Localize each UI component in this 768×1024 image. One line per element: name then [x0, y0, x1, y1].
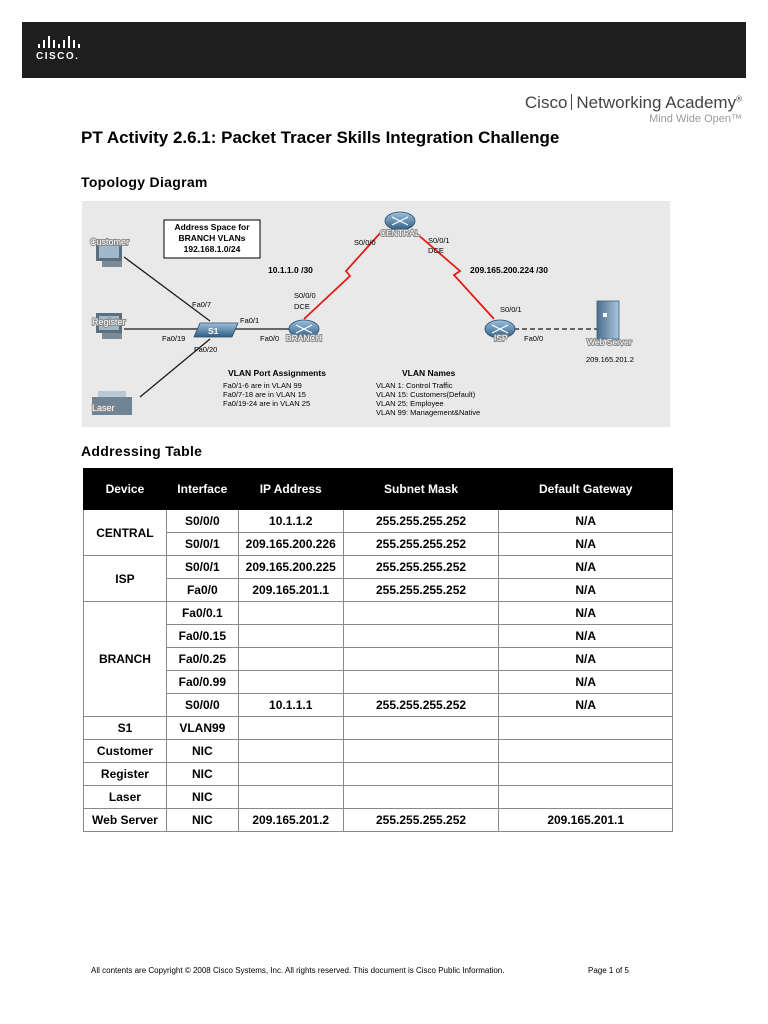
- mask-cell: [343, 786, 499, 809]
- device-cell: BRANCH: [84, 602, 167, 717]
- table-row: [84, 648, 673, 671]
- ip-cell: [238, 717, 343, 740]
- document-title: PT Activity 2.6.1: Packet Tracer Skills Integration Challenge: [81, 128, 560, 147]
- ip-cell: 10.1.1.1: [238, 694, 343, 717]
- register-pc-icon: [92, 313, 126, 339]
- mask-cell: [343, 740, 499, 763]
- table-row: [84, 602, 673, 625]
- ip-cell: [238, 648, 343, 671]
- mask-cell: [343, 648, 499, 671]
- interface-cell: S0/0/0: [166, 694, 238, 717]
- device-cell: Register: [84, 763, 167, 786]
- port-branch-dce: DCE: [294, 302, 310, 311]
- ip-cell: 10.1.1.2: [238, 510, 343, 533]
- table-row: [84, 671, 673, 694]
- column-header: IP Address: [238, 469, 343, 510]
- web-server-label: Web Server: [587, 337, 632, 347]
- topology-diagram: [82, 201, 670, 427]
- table-header-row: [84, 469, 673, 510]
- page-number: Page 1 of 5: [588, 966, 629, 975]
- port-central-s000: S0/0/0: [354, 238, 376, 247]
- vlan-names-line-2: VLAN 15: Customers(Default): [376, 390, 476, 399]
- vlan-ports-line-2: Fa0/7-18 are in VLAN 15: [223, 390, 306, 399]
- table-row: [84, 533, 673, 556]
- vlan-names-title: VLAN Names: [402, 368, 456, 378]
- register-label: Register: [92, 317, 126, 327]
- cisco-wordmark: CISCO.: [36, 51, 80, 62]
- table-row: [84, 510, 673, 533]
- switch-s1-icon: [194, 323, 238, 337]
- address-box-line-3: 192.168.1.0/24: [183, 244, 241, 254]
- cisco-bars-icon: [38, 36, 80, 48]
- device-cell: ISP: [84, 556, 167, 602]
- column-header: Device: [84, 469, 167, 510]
- web-server-icon: [586, 301, 634, 364]
- academy-tagline: Mind Wide Open™: [649, 113, 742, 125]
- customer-pc-icon: [90, 237, 129, 267]
- gateway-cell: N/A: [499, 533, 673, 556]
- port-s1-fa01: Fa0/1: [240, 316, 260, 325]
- topology-heading: Topology Diagram: [81, 174, 208, 190]
- column-header: Default Gateway: [499, 469, 673, 510]
- address-box-line-2: BRANCH VLANs: [178, 233, 246, 243]
- gateway-cell: N/A: [499, 602, 673, 625]
- device-cell: Web Server: [84, 809, 167, 832]
- table-row: [84, 556, 673, 579]
- laser-printer-icon: [92, 391, 132, 415]
- s1-label: S1: [208, 326, 219, 336]
- interface-cell: Fa0/0.1: [166, 602, 238, 625]
- academy-reg: ®: [736, 94, 742, 104]
- vlan-ports-title: VLAN Port Assignments: [228, 368, 326, 378]
- mask-cell: 255.255.255.252: [343, 533, 499, 556]
- interface-cell: Fa0/0: [166, 579, 238, 602]
- mask-cell: [343, 763, 499, 786]
- customer-label: Customer: [90, 237, 130, 247]
- mask-cell: 255.255.255.252: [343, 694, 499, 717]
- central-router-icon: [380, 212, 420, 238]
- ip-cell: 209.165.200.226: [238, 533, 343, 556]
- table-row: [84, 763, 673, 786]
- interface-cell: VLAN99: [166, 717, 238, 740]
- mask-cell: [343, 671, 499, 694]
- column-header: Interface: [166, 469, 238, 510]
- device-cell: Customer: [84, 740, 167, 763]
- interface-cell: S0/0/0: [166, 510, 238, 533]
- vlan-names-line-1: VLAN 1: Control Traffic: [376, 381, 453, 390]
- gateway-cell: N/A: [499, 694, 673, 717]
- table-row: [84, 809, 673, 832]
- addressing-table: [83, 468, 673, 832]
- vlan-ports-line-1: Fa0/1-6 are in VLAN 99: [223, 381, 302, 390]
- address-box-line-1: Address Space for: [174, 222, 250, 232]
- gateway-cell: [499, 786, 673, 809]
- addressing-heading: Addressing Table: [81, 443, 203, 459]
- table-row: [84, 625, 673, 648]
- interface-cell: NIC: [166, 763, 238, 786]
- interface-cell: NIC: [166, 786, 238, 809]
- right-link-network: 209.165.200.224 /30: [470, 265, 548, 275]
- mask-cell: 255.255.255.252: [343, 579, 499, 602]
- table-row: [84, 740, 673, 763]
- vlan-port-assignments: [223, 368, 326, 408]
- academy-brand: Cisco: [524, 93, 568, 112]
- interface-cell: Fa0/0.25: [166, 648, 238, 671]
- mask-cell: 255.255.255.252: [343, 556, 499, 579]
- table-row: [84, 786, 673, 809]
- ip-cell: [238, 671, 343, 694]
- gateway-cell: N/A: [499, 648, 673, 671]
- table-row: [84, 579, 673, 602]
- interface-cell: S0/0/1: [166, 556, 238, 579]
- left-link-network: 10.1.1.0 /30: [268, 265, 313, 275]
- port-central-dce: DCE: [428, 246, 444, 255]
- gateway-cell: N/A: [499, 510, 673, 533]
- interface-cell: S0/0/1: [166, 533, 238, 556]
- port-isp-fa00: Fa0/0: [524, 334, 544, 343]
- gateway-cell: [499, 740, 673, 763]
- gateway-cell: N/A: [499, 556, 673, 579]
- vlan-ports-line-3: Fa0/19-24 are in VLAN 25: [223, 399, 311, 408]
- mask-cell: [343, 602, 499, 625]
- ip-cell: [238, 625, 343, 648]
- gateway-cell: [499, 763, 673, 786]
- cisco-logo: [36, 36, 80, 62]
- footer-copyright: All contents are Copyright © 2008 Cisco Systems, Inc. All rights reserved. This document is Cisco Public Information.: [91, 966, 505, 975]
- table-row: [84, 717, 673, 740]
- ip-cell: 209.165.200.225: [238, 556, 343, 579]
- port-branch-s000: S0/0/0: [294, 291, 316, 300]
- port-isp-s001: S0/0/1: [500, 305, 522, 314]
- mask-cell: 255.255.255.252: [343, 510, 499, 533]
- port-s1-fa019: Fa0/19: [162, 334, 186, 343]
- header-bar: [22, 22, 746, 78]
- interface-cell: NIC: [166, 809, 238, 832]
- ip-cell: [238, 786, 343, 809]
- table-row: [84, 694, 673, 717]
- column-header: Subnet Mask: [343, 469, 499, 510]
- ip-cell: [238, 602, 343, 625]
- device-cell: S1: [84, 717, 167, 740]
- gateway-cell: 209.165.201.1: [499, 809, 673, 832]
- vlan-names-line-4: VLAN 99: Management&Native: [376, 408, 481, 417]
- laser-label: Laser: [92, 403, 115, 413]
- gateway-cell: [499, 717, 673, 740]
- isp-label: ISP: [494, 333, 508, 343]
- web-server-ip: 209.165.201.2: [586, 355, 634, 364]
- mask-cell: [343, 625, 499, 648]
- gateway-cell: N/A: [499, 625, 673, 648]
- ip-cell: [238, 740, 343, 763]
- mask-cell: [343, 717, 499, 740]
- device-cell: Laser: [84, 786, 167, 809]
- gateway-cell: N/A: [499, 579, 673, 602]
- interface-cell: NIC: [166, 740, 238, 763]
- vlan-names: [376, 368, 480, 417]
- interface-cell: Fa0/0.15: [166, 625, 238, 648]
- mask-cell: 255.255.255.252: [343, 809, 499, 832]
- address-space-box: [164, 220, 260, 258]
- port-central-s001: S0/0/1: [428, 236, 450, 245]
- ip-cell: [238, 763, 343, 786]
- academy-name: Networking Academy: [576, 93, 737, 112]
- vlan-names-line-3: VLAN 25: Employee: [376, 399, 444, 408]
- branch-label: BRANCH: [286, 333, 322, 343]
- branch-router-icon: [286, 320, 322, 343]
- gateway-cell: N/A: [499, 671, 673, 694]
- ip-cell: 209.165.201.1: [238, 579, 343, 602]
- port-branch-fa00: Fa0/0: [260, 334, 280, 343]
- port-s1-fa07: Fa0/7: [192, 300, 212, 309]
- interface-cell: Fa0/0.99: [166, 671, 238, 694]
- port-s1-fa020: Fa0/20: [194, 345, 218, 354]
- central-label: CENTRAL: [380, 228, 420, 238]
- ip-cell: 209.165.201.2: [238, 809, 343, 832]
- isp-router-icon: [485, 320, 515, 343]
- device-cell: CENTRAL: [84, 510, 167, 556]
- networking-academy-brand: [525, 93, 742, 125]
